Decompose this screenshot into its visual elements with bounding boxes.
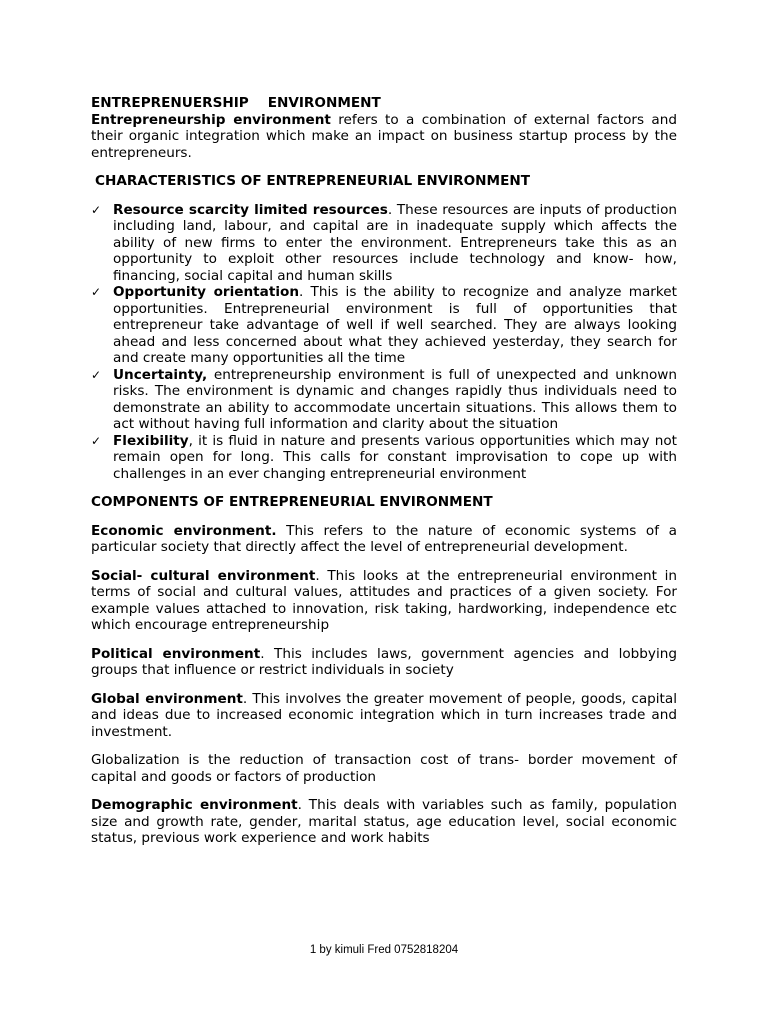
list-item bbox=[91, 367, 677, 433]
list-item-text: . These resources are inputs of production including land, labour, and capital are in inadequate supply which affects the ability of new firms to enter the environment. Entrepreneurs take this as an opportunity to exploit other resources include technology and know- how, financing, social capital and human skills bbox=[113, 201, 677, 284]
component-global bbox=[91, 691, 677, 741]
component-economic bbox=[91, 523, 677, 556]
component-text: This refers to the nature of economic systems of a particular society that directly affect the level of entrepreneurial development. bbox=[91, 522, 677, 555]
components-heading: COMPONENTS OF ENTREPRENEURIAL ENVIRONMENT bbox=[91, 494, 493, 510]
component-text: . This includes laws, government agencies and lobbying groups that influence or restrict individuals in society bbox=[91, 645, 677, 678]
component-political bbox=[91, 646, 677, 679]
globalization-paragraph bbox=[91, 752, 677, 785]
checkmark-icon: ✓ bbox=[91, 285, 102, 299]
component-term: Demographic environment bbox=[91, 797, 298, 813]
list-item-term: Opportunity orientation bbox=[113, 284, 300, 300]
checkmark-icon: ✓ bbox=[91, 433, 102, 448]
document-body bbox=[91, 95, 677, 847]
list-item-text: . This is the ability to recognize and analyze market opportunities. Entrepreneurial environment is full of opportunities that entrepreneur take advantage of well if well searched. They are always looking ahead and less concerned about what they achieved yesterday, they search for and create many opportunities all the time bbox=[113, 284, 677, 366]
component-term: Global environment bbox=[91, 690, 243, 707]
list-item bbox=[91, 433, 677, 483]
component-term: Economic environment. bbox=[91, 522, 277, 539]
component-text: Globalization is the reduction of transaction cost of trans- border movement of capital and goods or factors of production bbox=[91, 752, 677, 785]
component-social-cultural bbox=[91, 568, 677, 634]
list-item-term: Flexibility bbox=[113, 432, 189, 449]
component-text: . This looks at the entrepreneurial environment in terms of social and cultural values, attitudes and practices of a given society. For example values attached to innovation, risk taking, hardworking, independence etc which encourage entrepreneurship bbox=[91, 567, 677, 633]
document-title: ENTREPRENUERSHIP ENVIRONMENT bbox=[91, 95, 381, 111]
list-item bbox=[91, 202, 677, 285]
list-item bbox=[91, 284, 677, 367]
list-item-term: Resource scarcity limited resources bbox=[113, 201, 388, 218]
characteristics-heading: CHARACTERISTICS OF ENTREPRENEURIAL ENVIRONMENT bbox=[95, 173, 531, 189]
component-text: . This involves the greater movement of people, goods, capital and ideas due to increased economic integration which in turn increases trade and investment. bbox=[91, 690, 677, 740]
list-item-text: entrepreneurship environment is full of unexpected and unknown risks. The environment is dynamic and changes rapidly thus individuals need to demonstrate an ability to accommodate uncertain situations. This allows them to act without having full information and clarity about the situation bbox=[113, 366, 677, 432]
component-term: Political environment bbox=[91, 645, 261, 662]
checkmark-icon: ✓ bbox=[91, 367, 102, 382]
intro-text: refers to a combination of external factors and their organic integration which make an impact on business startup process by the entrepreneurs. bbox=[91, 111, 677, 161]
characteristics-list bbox=[91, 202, 677, 483]
checkmark-icon: ✓ bbox=[91, 202, 102, 217]
component-text: . This deals with variables such as family, population size and growth rate, gender, marital status, age education level, social economic status, previous work experience and work habits bbox=[91, 797, 677, 846]
component-demographic bbox=[91, 797, 677, 847]
list-item-text: , it is fluid in nature and presents various opportunities which may not remain open for long. This calls for constant improvisation to cope up with challenges in an ever changing entrepreneurial environment bbox=[113, 432, 677, 482]
component-term: Social- cultural environment bbox=[91, 567, 316, 584]
intro-paragraph bbox=[91, 112, 677, 162]
intro-term: Entrepreneurship environment bbox=[91, 111, 331, 128]
list-item-term: Uncertainty, bbox=[113, 366, 208, 383]
page-footer: 1 by kimuli Fred 0752818204 bbox=[309, 944, 459, 956]
